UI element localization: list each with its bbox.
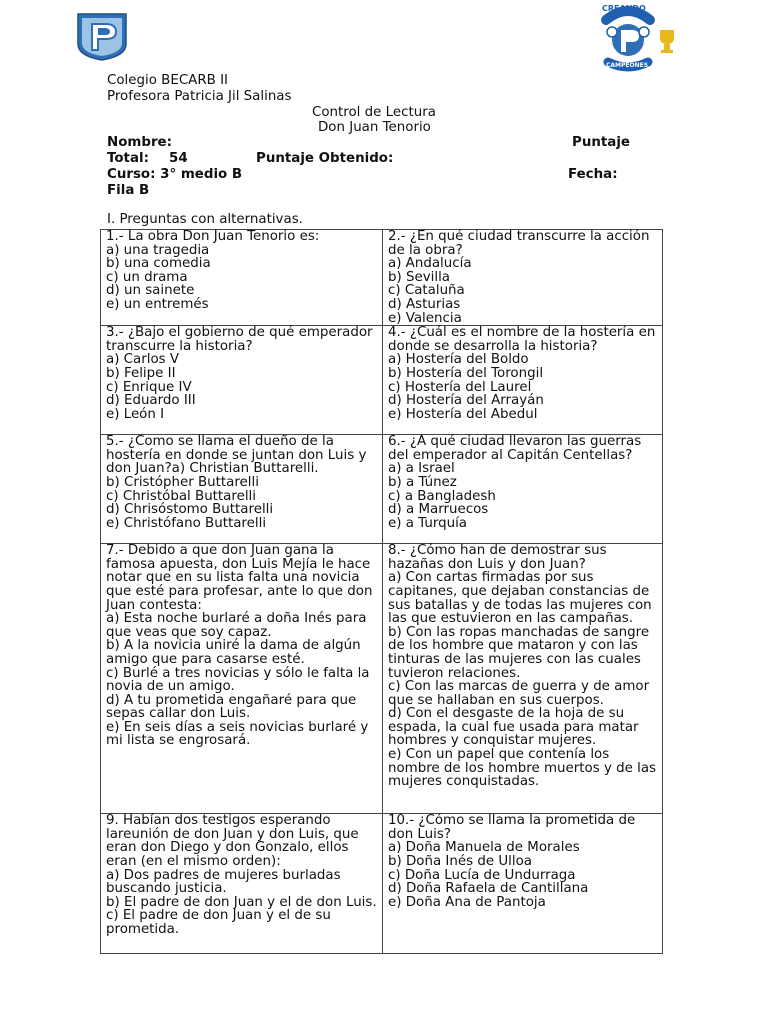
option-text: b) A la novicia uniré la dama de algún amigo que para casarse esté. [106, 638, 361, 667]
option-text: e) Hostería del Abedul [388, 406, 538, 422]
question-cell [101, 230, 383, 326]
option-text: a) Con cartas firmadas por sus capitanes, que dejaban constancias de sus batallas y de todas las mujeres con las que estuvieron en las campañas. [388, 570, 652, 627]
question-cell [101, 814, 383, 954]
option-text: b) El padre de don Juan y el de don Luis. [106, 894, 377, 910]
option-text: e) En seis días a seis novicias burlaré y mi lista se engrosará. [106, 719, 369, 749]
logo-text-top: CREANDO [602, 4, 646, 13]
question-text: 3.- ¿Bajo el gobierno de qué emperador transcurre la historia? [106, 325, 373, 354]
question-text: 7.- Debido a que don Juan gana la famosa apuesta, don Luis Mejía le hace notar que en su lista falta una novicia que esté para profesar, ante lo que don Juan contesta: [106, 543, 373, 613]
option-text: a) Dos padres de mujeres burladas buscando justicia. [106, 867, 341, 897]
question-cell [383, 814, 663, 954]
option-text: a) una tragedia [106, 242, 210, 258]
option-text: a) a Israel [388, 461, 455, 477]
option-text: b) Cristópher Buttarelli [106, 474, 259, 490]
school-logo [74, 12, 130, 62]
option-text: c) Doña Lucía de Undurraga [388, 867, 576, 883]
question-cell [101, 435, 383, 544]
option-text: b) Hostería del Torongil [388, 365, 544, 381]
question-cell [383, 326, 663, 435]
option-text: d) Chrisóstomo Buttarelli [106, 502, 274, 518]
question-cell [383, 230, 663, 326]
option-text: d) Hostería del Arrayán [388, 393, 544, 409]
total-value: 54 [169, 151, 188, 166]
school-name: Colegio BECARB II [107, 73, 228, 88]
question-text: 9. Habían dos testigos esperando lareunión de don Juan y don Luis, que eran don Diego y don Gonzalo, ellos eran (en el mismo orden): [106, 813, 359, 869]
option-text: a) Hostería del Boldo [388, 352, 529, 368]
option-text: c) un drama [106, 269, 188, 285]
option-text: c) a Bangladesh [388, 488, 496, 504]
question-cell [101, 326, 383, 435]
option-text: e) Con un papel que contenía los nombre de los hombre muertos y de las mujeres conquistadas. [388, 747, 657, 790]
option-text: a) Andalucía [388, 256, 472, 272]
option-text: c) El padre de don Juan y el de su prometida. [106, 908, 331, 937]
nombre-label: Nombre: [107, 135, 172, 150]
table-row [101, 230, 663, 326]
table-row [101, 435, 663, 544]
question-text: 4.- ¿Cuál es el nombre de la hostería en donde se desarrolla la historia? [388, 325, 656, 354]
doc-subtitle: Don Juan Tenorio [318, 120, 431, 135]
option-text: e) un entremés [106, 296, 209, 312]
option-text: c) Cataluña [388, 283, 465, 299]
option-text: e) a Turquía [388, 515, 467, 531]
questions-table [100, 229, 663, 954]
option-text: d) Con el desgaste de la hoja de su espada, la cual fue usada para matar hombres y conquistar mujeres. [388, 706, 639, 749]
table-row [101, 544, 663, 814]
option-text: e) Christófano Buttarelli [106, 515, 267, 531]
option-text: c) Hostería del Laurel [388, 379, 532, 395]
option-text: d) A tu prometida engañaré para que sepas callar don Luis. [106, 692, 357, 722]
option-text: b) Con las ropas manchadas de sangre de los hombre que mataron y con las tinturas de las mujeres con las cuales tuvieron relaciones. [388, 624, 650, 681]
question-text: 6.- ¿A qué ciudad llevaron las guerras del emperador al Capitán Centellas? [388, 434, 642, 463]
option-text: d) un sainete [106, 283, 195, 299]
question-text: 2.- ¿En qué ciudad transcurre la acción de la obra? [388, 229, 650, 258]
option-text: c) Christóbal Buttarelli [106, 488, 256, 504]
option-text: b) Felipe II [106, 365, 176, 381]
table-row [101, 814, 663, 954]
curso-label: Curso: 3° medio B [107, 167, 243, 182]
doc-title: Control de Lectura [312, 105, 436, 120]
option-text: d) Eduardo III [106, 393, 196, 409]
teacher-name: Profesora Patricia Jil Salinas [107, 89, 292, 104]
option-text: c) Burlé a tres novicias y sólo le falta la novia de un amigo. [106, 665, 370, 695]
option-text: a) Esta noche burlaré a doña Inés para que veas que soy capaz. [106, 611, 367, 640]
option-text: d) a Marruecos [388, 502, 489, 518]
option-text: d) Doña Rafaela de Cantillana [388, 881, 589, 897]
option-text: b) Doña Inés de Ulloa [388, 853, 532, 869]
option-text: e) Doña Ana de Pantoja [388, 894, 546, 910]
option-text: b) una comedia [106, 256, 211, 272]
total-label: Total: [107, 151, 149, 166]
fecha-label: Fecha: [568, 167, 618, 182]
option-text: a) Doña Manuela de Morales [388, 840, 580, 856]
section-title: I. Preguntas con alternativas. [107, 212, 303, 227]
option-text: e) Valencia [388, 310, 462, 326]
option-text: d) Asturias [388, 296, 461, 312]
option-text: a) Carlos V [106, 352, 180, 368]
puntaje-obtenido-label: Puntaje Obtenido: [256, 151, 394, 166]
question-cell [383, 435, 663, 544]
option-text: c) Enrique IV [106, 379, 192, 395]
option-text: c) Con las marcas de guerra y de amor que se hallaban en sus cuerpos. [388, 679, 650, 708]
creando-campeones-logo [584, 0, 728, 76]
question-cell [383, 544, 663, 814]
question-cell [101, 544, 383, 814]
puntaje-label: Puntaje [572, 135, 630, 150]
question-text: 8.- ¿Cómo han de demostrar sus hazañas don Luis y don Juan? [388, 543, 607, 572]
table-row [101, 326, 663, 435]
logo-text-bottom: CAMPEONES [606, 62, 649, 69]
option-text: b) Sevilla [388, 269, 451, 285]
question-text: 5.- ¿Como se llama el dueño de la hostería en donde se juntan don Luis y don Juan?a) Christian Buttarelli. [106, 434, 367, 477]
question-text: 1.- La obra Don Juan Tenorio es: [106, 229, 320, 244]
question-text: 10.- ¿Cómo se llama la prometida de don Luis? [388, 813, 636, 842]
fila-label: Fila B [107, 183, 150, 198]
option-text: e) León I [106, 406, 165, 422]
option-text: b) a Túnez [388, 474, 457, 490]
